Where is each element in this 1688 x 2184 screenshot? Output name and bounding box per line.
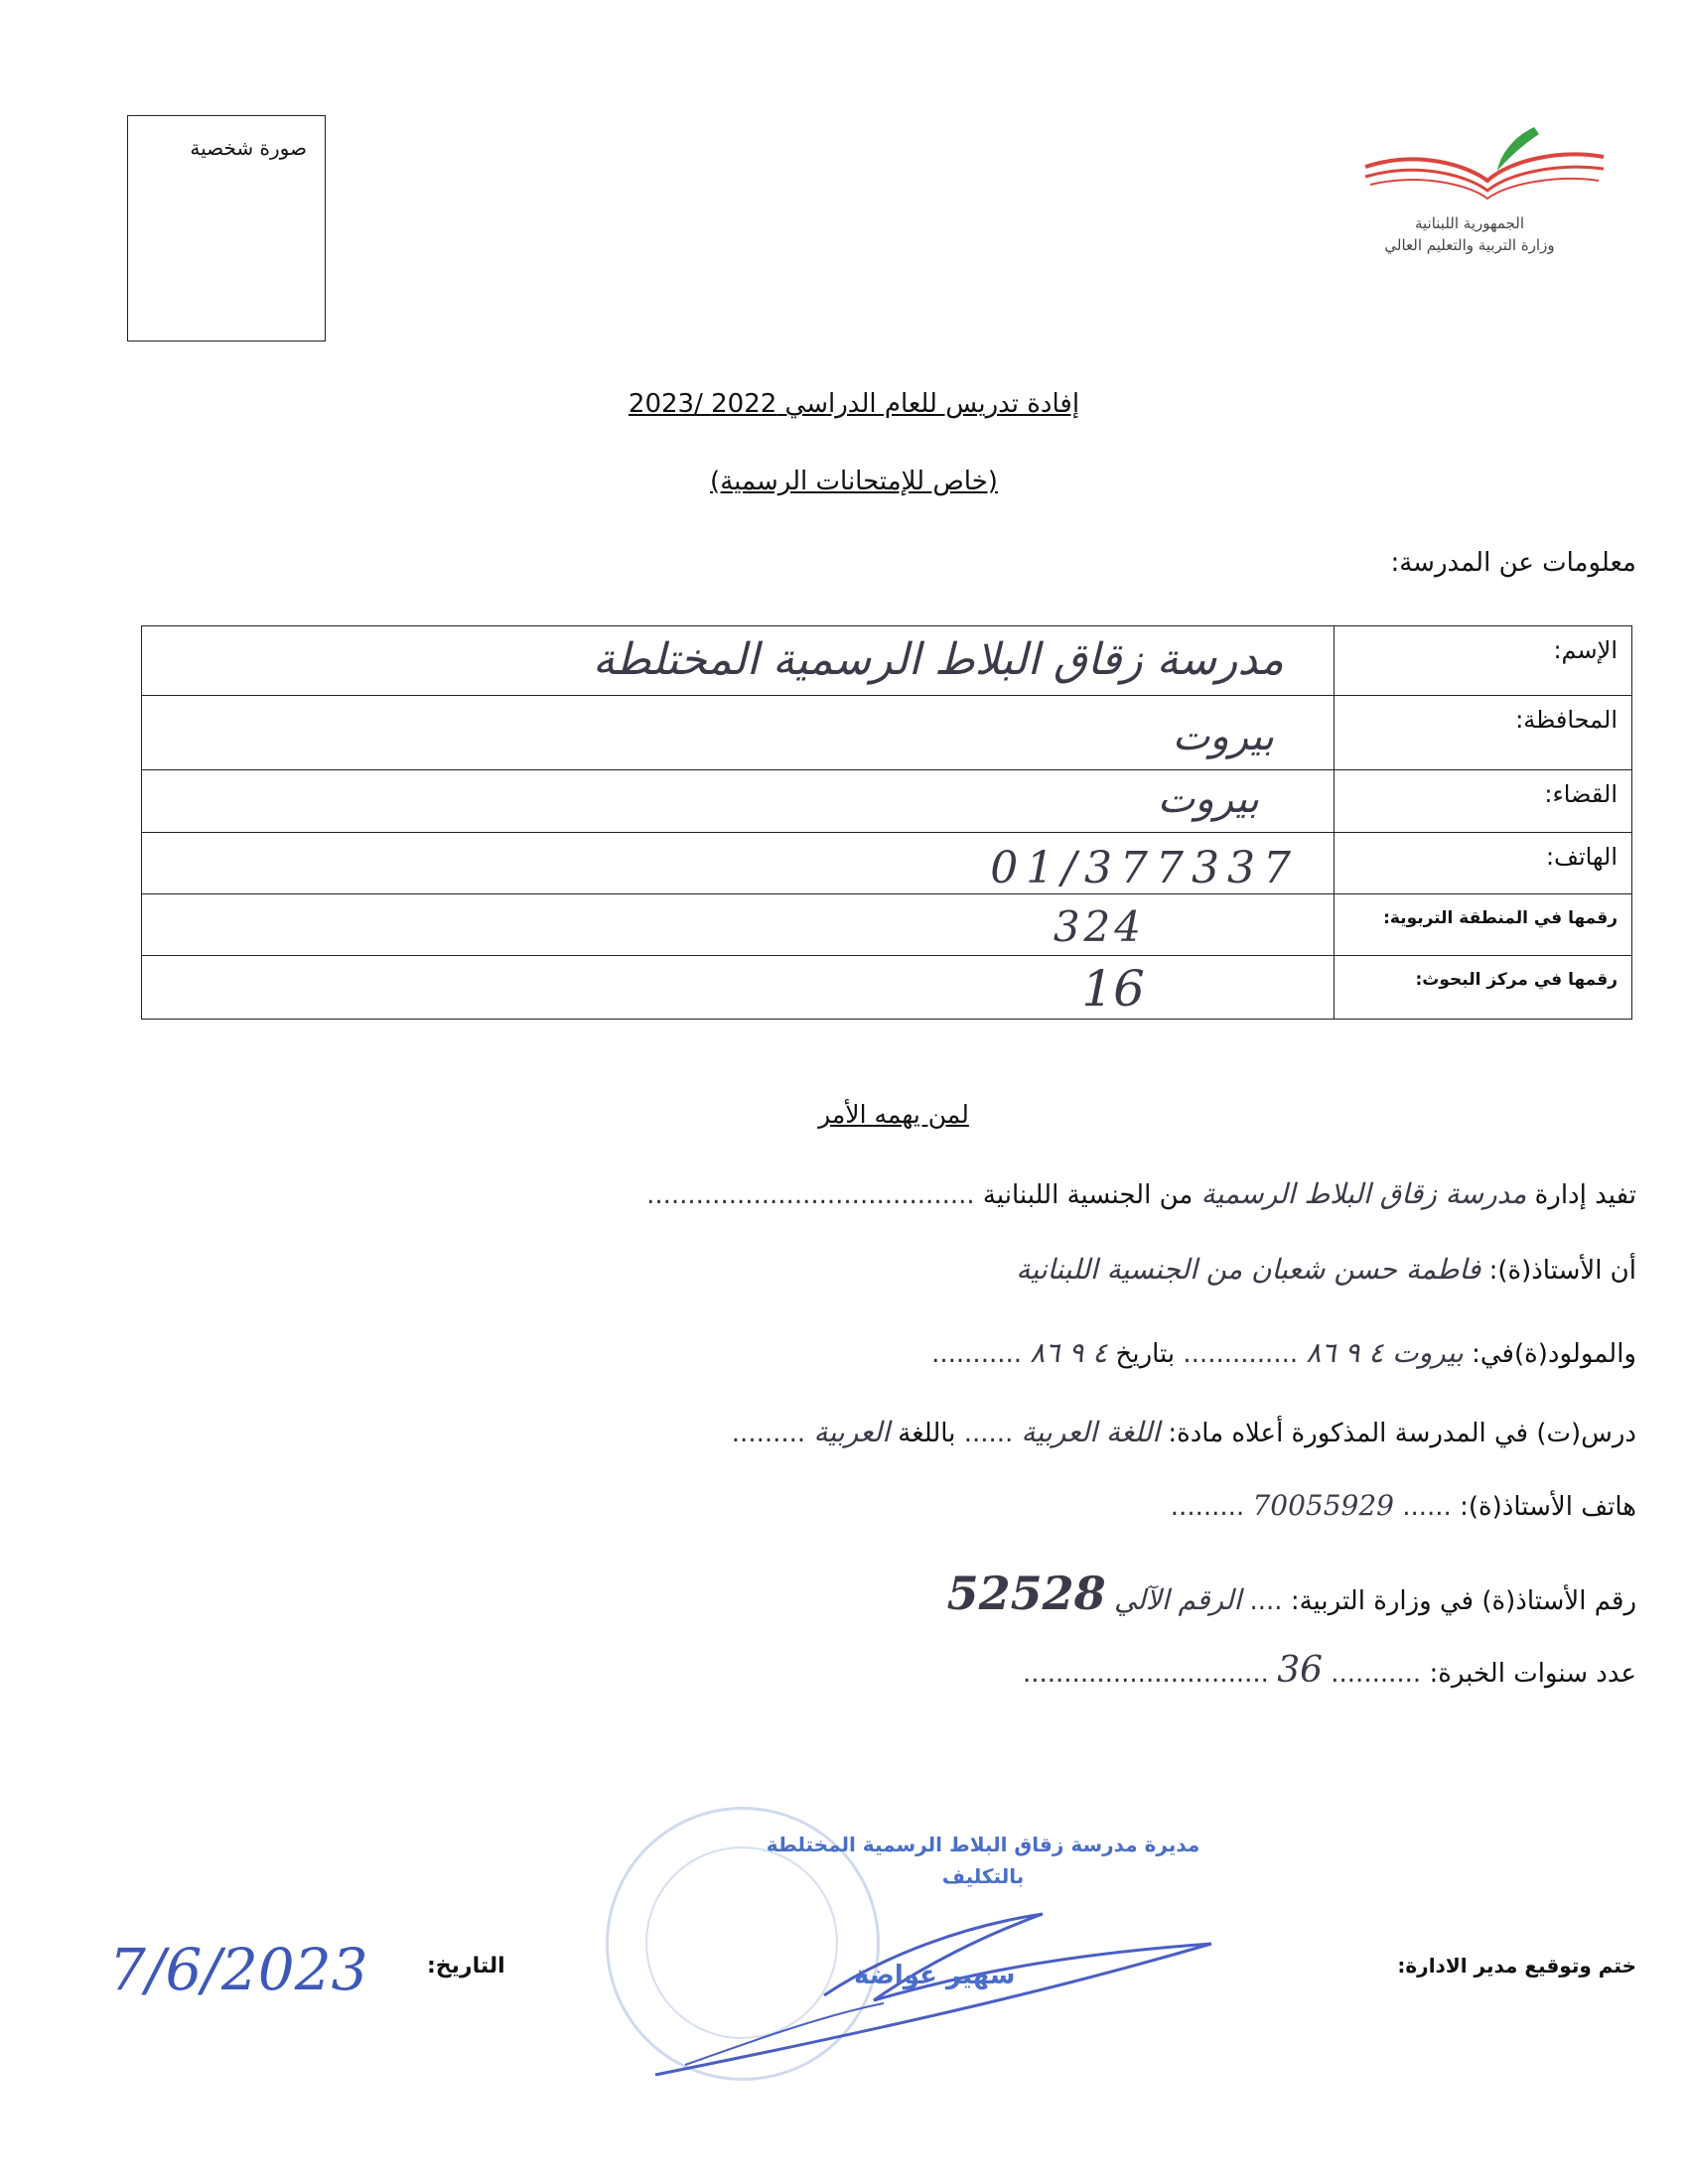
open-book-icon xyxy=(1360,119,1609,208)
governorate-value: بيروت xyxy=(1172,714,1274,759)
document-title: إفادة تدريس للعام الدراسي 2022 /2023 xyxy=(628,389,1080,419)
line4-middle: باللغة xyxy=(898,1419,956,1448)
governorate-label: المحافظة: xyxy=(1335,696,1632,770)
school-info-table xyxy=(141,625,1632,1020)
to-whom-heading: لمن يهمه الأمر xyxy=(818,1100,969,1129)
letter-line-5: هاتف الأستاذ(ة): ...... 70055929 ......... xyxy=(1170,1489,1636,1522)
line2-teacher-fill: فاطمة حسن شعبان من الجنسية اللبنانية xyxy=(1016,1253,1481,1286)
table-row xyxy=(142,626,1632,696)
document-subtitle: (خاص للإمتحانات الرسمية) xyxy=(710,467,998,496)
table-row xyxy=(142,894,1632,956)
table-row xyxy=(142,833,1632,894)
stamp-signature-label: ختم وتوقيع مدير الادارة: xyxy=(1397,1954,1636,1978)
line2-prefix: أن الأستاذ(ة): xyxy=(1488,1256,1636,1286)
ministry-name: وزارة التربية والتعليم العالي xyxy=(1384,236,1555,254)
line5-phone-fill: 70055929 xyxy=(1252,1489,1394,1522)
photo-box xyxy=(127,115,326,341)
district-value: بيروت xyxy=(1157,776,1259,822)
school-name-value: مدرسة زقاق البلاط الرسمية المختلطة xyxy=(592,634,1284,685)
line4-subject-fill: اللغة العربية xyxy=(1021,1416,1161,1448)
line3-date-fill: ٤ ٩ ٨٦ xyxy=(1030,1336,1108,1369)
research-number-cell xyxy=(142,956,1335,1020)
school-name-cell xyxy=(142,626,1335,696)
school-info-heading: معلومات عن المدرسة: xyxy=(1390,548,1636,578)
letter-line-6: رقم الأستاذ(ة) في وزارة التربية: .... الرقم الآلي 52528 xyxy=(946,1567,1636,1620)
line1-suffix: من الجنسية اللبنانية xyxy=(982,1180,1194,1210)
principal-name: سهير عواضة xyxy=(854,1961,1016,1990)
line6-number: 52528 xyxy=(946,1567,1106,1620)
line6-fill: الرقم الآلي xyxy=(1113,1583,1242,1616)
ministry-logo xyxy=(1360,119,1609,268)
district-cell xyxy=(142,770,1335,833)
district-label: القضاء: xyxy=(1335,770,1632,833)
line6-prefix: رقم الأستاذ(ة) في وزارة التربية: xyxy=(1290,1586,1636,1616)
line5-prefix: هاتف الأستاذ(ة): xyxy=(1460,1492,1636,1522)
line7-prefix: عدد سنوات الخبرة: xyxy=(1429,1659,1636,1689)
republic-name: الجمهورية اللبنانية xyxy=(1414,214,1525,232)
region-number-label: رقمها في المنطقة التربوية: xyxy=(1335,894,1632,956)
table-row xyxy=(142,956,1632,1020)
region-number-cell xyxy=(142,894,1335,956)
photo-label: صورة شخصية xyxy=(190,136,307,160)
table-row xyxy=(142,696,1632,770)
line4-language-fill: العربية xyxy=(813,1416,890,1448)
date-value: 7/6/2023 xyxy=(109,1936,368,2003)
letter-line-7: عدد سنوات الخبرة: ........... 36 .............................. xyxy=(1022,1650,1636,1691)
line3-middle: بتاريخ xyxy=(1115,1339,1176,1369)
research-number-label: رقمها في مركز البحوث: xyxy=(1335,956,1632,1020)
school-name-label: الإسم: xyxy=(1335,626,1632,696)
letter-line-4: درس(ت) في المدرسة المذكورة أعلاه مادة: اللغة العربية ...... باللغة العربية ......... xyxy=(731,1416,1636,1448)
research-number-value: 16 xyxy=(1081,960,1145,1018)
letter-line-2 xyxy=(1016,1253,1636,1286)
line1-school-fill: مدرسة زقاق البلاط الرسمية xyxy=(1200,1177,1527,1210)
phone-cell xyxy=(142,833,1335,894)
phone-value: 01/377337 xyxy=(990,843,1299,893)
principal-title-line-1: مديرة مدرسة زقاق البلاط الرسمية المختلطة xyxy=(766,1833,1200,1856)
line1-prefix: تفيد إدارة xyxy=(1534,1180,1636,1210)
date-label: التاريخ: xyxy=(427,1954,505,1979)
letter-line-3: والمولود(ة)في: بيروت ٤ ٩ ٨٦ .............. بتاريخ ٤ ٩ ٨٦ ........... xyxy=(931,1336,1636,1369)
line3-prefix: والمولود(ة)في: xyxy=(1472,1339,1636,1369)
governorate-cell xyxy=(142,696,1335,770)
line4-prefix: درس(ت) في المدرسة المذكورة أعلاه مادة: xyxy=(1168,1419,1636,1448)
region-number-value: 324 xyxy=(1053,902,1145,951)
letter-line-1: تفيد إدارة مدرسة زقاق البلاط الرسمية من الجنسية اللبنانية ........................................ xyxy=(646,1177,1636,1210)
table-row xyxy=(142,770,1632,833)
line3-place-fill: بيروت ٤ ٩ ٨٦ xyxy=(1306,1336,1464,1369)
principal-title-line-2: بالتكليف xyxy=(941,1864,1025,1888)
phone-label: الهاتف: xyxy=(1335,833,1632,894)
line7-years-fill: 36 xyxy=(1277,1650,1323,1691)
